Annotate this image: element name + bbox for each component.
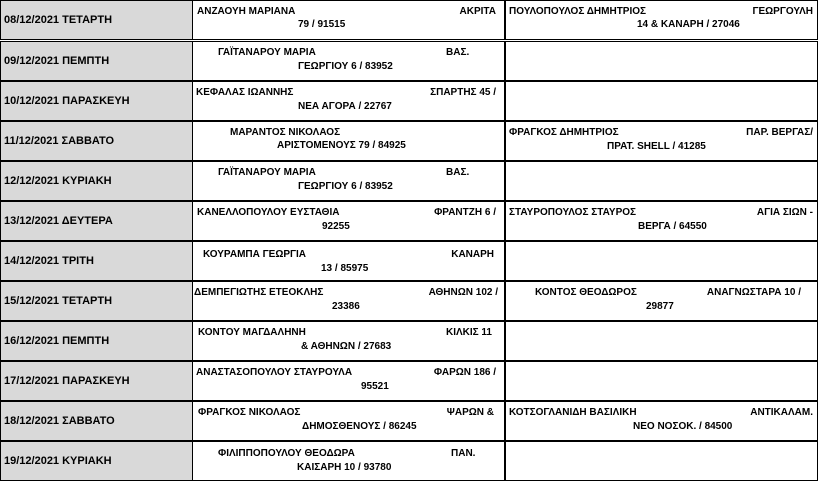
pharmacy-cell-primary <box>192 321 505 361</box>
date-cell <box>0 361 192 401</box>
pharmacy-cell-primary <box>192 161 505 201</box>
pharmacy-cell-secondary <box>505 241 818 281</box>
pharmacy-cell-primary <box>192 41 505 81</box>
pharmacy-street: ΒΑΣ. <box>446 47 470 58</box>
pharmacist-name: ΜΑΡΑΝΤΟΣ ΝΙΚΟΛΑΟΣ <box>230 127 341 138</box>
pharmacist-name: ΦΙΛΙΠΠΟΠΟΥΛΟΥ ΘΕΟΔΩΡΑ <box>218 448 355 459</box>
date-cell <box>0 441 192 481</box>
pharmacist-name: ΑΝΖΑΟΥΗ ΜΑΡΙΑΝΑ <box>197 6 296 17</box>
schedule-row <box>0 441 826 481</box>
pharmacy-street: ΑΓΙΑ ΣΙΩΝ - <box>756 207 813 218</box>
date-cell <box>0 121 192 161</box>
pharmacist-name: ΚΟΝΤΟΥ ΜΑΓΔΑΛΗΝΗ <box>198 327 306 338</box>
date-cell <box>0 401 192 441</box>
pharmacy-address-phone: & ΑΘΗΝΩΝ / 27683 <box>301 341 392 352</box>
schedule-row <box>0 41 826 81</box>
pharmacy-street: ΒΑΣ. <box>446 167 470 178</box>
pharmacy-street: ΠΑΡ. ΒΕΡΓΑΣ/ <box>746 127 813 138</box>
date-label: 13/12/2021 ΔΕΥΤΕΡΑ <box>4 215 113 227</box>
date-label: 08/12/2021 ΤΕΤΑΡΤΗ <box>4 14 113 26</box>
schedule-row <box>0 121 826 161</box>
pharmacy-address-phone: ΓΕΩΡΓΙΟΥ 6 / 83952 <box>298 61 393 72</box>
pharmacy-street: ΑΝΑΓΝΩΣΤΑΡΑ 10 / <box>706 287 801 298</box>
pharmacy-address-phone: ΓΕΩΡΓΙΟΥ 6 / 83952 <box>298 181 393 192</box>
date-label: 12/12/2021 ΚΥΡΙΑΚΗ <box>4 175 112 187</box>
pharmacy-cell-secondary <box>505 281 818 321</box>
date-label: 10/12/2021 ΠΑΡΑΣΚΕΥΗ <box>4 95 130 107</box>
pharmacy-street: ΣΠΑΡΤΗΣ 45 / <box>430 87 496 98</box>
date-cell <box>0 241 192 281</box>
schedule-row <box>0 361 826 401</box>
date-cell <box>0 201 192 241</box>
pharmacy-cell-secondary <box>505 161 818 201</box>
pharmacy-address-phone: ΝΕΟ ΝΟΣΟΚ. / 84500 <box>633 421 733 432</box>
pharmacy-address-phone: 29877 <box>646 301 674 312</box>
pharmacy-cell-primary <box>192 81 505 121</box>
schedule-row <box>0 401 826 441</box>
date-label: 14/12/2021 ΤΡΙΤΗ <box>4 255 94 267</box>
pharmacy-address-phone: 13 / 85975 <box>321 263 369 274</box>
pharmacist-name: ΠΟΥΛΟΠΟΥΛΟΣ ΔΗΜΗΤΡΙΟΣ <box>509 6 647 17</box>
pharmacist-name: ΑΝΑΣΤΑΣΟΠΟΥΛΟΥ ΣΤΑΥΡΟΥΛΑ <box>196 367 353 378</box>
pharmacy-address-phone: ΝΕΑ ΑΓΟΡΑ / 22767 <box>298 101 392 112</box>
pharmacist-name: ΦΡΑΓΚΟΣ ΔΗΜΗΤΡΙΟΣ <box>509 127 619 138</box>
pharmacy-street: ΦΡΑΝΤΖΗ 6 / <box>434 207 496 218</box>
schedule-row <box>0 161 826 201</box>
pharmacy-cell-secondary <box>505 121 818 161</box>
pharmacy-street: ΓΕΩΡΓΟΥΛΗ <box>752 6 813 17</box>
pharmacist-name: ΚΟΤΣΟΓΛΑΝΙΔΗ ΒΑΣΙΛΙΚΗ <box>509 407 637 418</box>
pharmacy-cell-secondary <box>505 441 818 481</box>
pharmacy-cell-primary <box>192 241 505 281</box>
date-cell <box>0 41 192 81</box>
pharmacy-cell-secondary <box>505 41 818 81</box>
pharmacy-cell-secondary <box>505 401 818 441</box>
date-label: 18/12/2021 ΣΑΒΒΑΤΟ <box>4 415 115 427</box>
pharmacist-name: ΓΑΪΤΑΝΑΡΟΥ ΜΑΡΙΑ <box>218 167 316 178</box>
pharmacy-address-phone: 14 & ΚΑΝΑΡΗ / 27046 <box>637 19 740 30</box>
date-label: 16/12/2021 ΠΕΜΠΤΗ <box>4 335 110 347</box>
pharmacy-address-phone: 23386 <box>332 301 360 312</box>
pharmacy-cell-secondary <box>505 321 818 361</box>
pharmacy-street: ΑΘΗΝΩΝ 102 / <box>428 287 498 298</box>
pharmacist-name: ΔΕΜΠΕΓΙΩΤΗΣ ΕΤΕΟΚΛΗΣ <box>194 287 324 298</box>
date-cell <box>0 81 192 121</box>
pharmacy-street: ΑΝΤΙΚΑΛΑΜ. <box>750 407 813 418</box>
pharmacy-address-phone: ΚΑΙΣΑΡΗ 10 / 93780 <box>297 462 392 473</box>
schedule-row <box>0 321 826 361</box>
pharmacy-cell-primary <box>192 121 505 161</box>
pharmacist-name: ΓΑΪΤΑΝΑΡΟΥ ΜΑΡΙΑ <box>218 47 316 58</box>
date-cell <box>0 161 192 201</box>
pharmacy-address-phone: ΠΡΑΤ. SHELL / 41285 <box>607 141 706 152</box>
schedule-row <box>0 201 826 241</box>
schedule-row <box>0 281 826 321</box>
pharmacy-cell-primary <box>192 201 505 241</box>
pharmacy-street: ΚΑΝΑΡΗ <box>451 249 494 260</box>
date-label: 19/12/2021 ΚΥΡΙΑΚΗ <box>4 455 112 467</box>
pharmacy-cell-secondary <box>505 81 818 121</box>
pharmacy-street: ΠΑΝ. <box>451 448 476 459</box>
pharmacy-cell-primary <box>192 441 505 481</box>
schedule-row <box>0 0 826 40</box>
pharmacy-address-phone: ΔΗΜΟΣΘΕΝΟΥΣ / 86245 <box>302 421 417 432</box>
pharmacy-cell-secondary <box>505 0 818 40</box>
pharmacist-name: ΣΤΑΥΡΟΠΟΥΛΟΣ ΣΤΑΥΡΟΣ <box>509 207 637 218</box>
date-cell <box>0 0 192 40</box>
pharmacy-street: ΦΑΡΩΝ 186 / <box>433 367 496 378</box>
pharmacy-cell-secondary <box>505 201 818 241</box>
date-label: 09/12/2021 ΠΕΜΠΤΗ <box>4 55 110 67</box>
pharmacy-street: ΑΚΡΙΤΑ <box>459 6 496 17</box>
pharmacy-address-phone: 92255 <box>322 221 350 232</box>
pharmacy-street: ΚΙΛΚΙΣ 11 <box>445 327 492 338</box>
date-cell <box>0 281 192 321</box>
pharmacist-name: ΚΕΦΑΛΑΣ ΙΩΑΝΝΗΣ <box>196 87 294 98</box>
pharmacy-address-phone: ΒΕΡΓΑ / 64550 <box>638 221 707 232</box>
date-label: 15/12/2021 ΤΕΤΑΡΤΗ <box>4 295 113 307</box>
date-label: 11/12/2021 ΣΑΒΒΑΤΟ <box>4 135 115 147</box>
pharmacy-cell-secondary <box>505 361 818 401</box>
pharmacy-address-phone: ΑΡΙΣΤΟΜΕΝΟΥΣ 79 / 84925 <box>277 140 406 151</box>
pharmacist-name: ΚΟΝΤΟΣ ΘΕΟΔΩΡΟΣ <box>535 287 637 298</box>
pharmacist-name: ΦΡΑΓΚΟΣ ΝΙΚΟΛΑΟΣ <box>198 407 301 418</box>
pharmacy-cell-primary <box>192 0 505 40</box>
schedule-row <box>0 241 826 281</box>
pharmacy-address-phone: 79 / 91515 <box>298 19 346 30</box>
pharmacist-name: ΚΑΝΕΛΛΟΠΟΥΛΟΥ ΕΥΣΤΑΘΙΑ <box>197 207 340 218</box>
pharmacy-cell-primary <box>192 281 505 321</box>
date-label: 17/12/2021 ΠΑΡΑΣΚΕΥΗ <box>4 375 130 387</box>
schedule-row <box>0 81 826 121</box>
pharmacy-cell-primary <box>192 401 505 441</box>
pharmacy-address-phone: 95521 <box>361 381 389 392</box>
pharmacy-cell-primary <box>192 361 505 401</box>
pharmacy-street: ΨΑΡΩΝ & <box>446 407 494 418</box>
date-cell <box>0 321 192 361</box>
pharmacist-name: ΚΟΥΡΑΜΠΑ ΓΕΩΡΓΙΑ <box>203 249 307 260</box>
